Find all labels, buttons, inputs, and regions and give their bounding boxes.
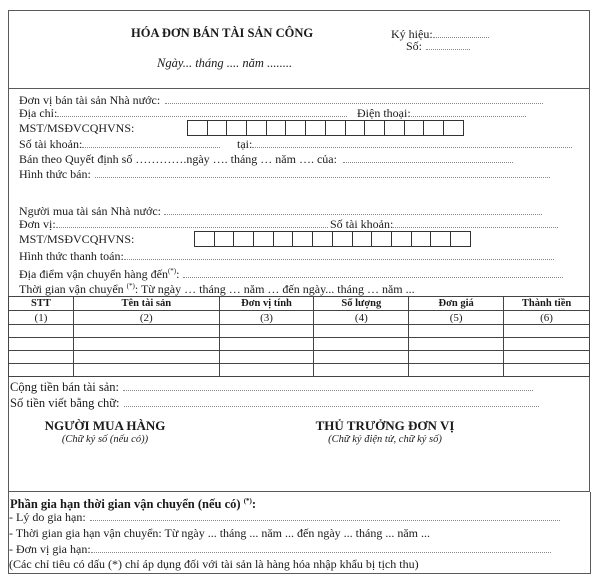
extension-reason-label: - Lý do gia hạn: [9,510,86,524]
tax-code-digit-box[interactable] [187,120,208,136]
seller-sale-form-row[interactable] [19,167,550,181]
seller-tax-code-label: MST/MSĐVCQHVNS: [19,121,135,135]
buyer-unit-input[interactable] [56,217,328,228]
table-cell[interactable] [314,338,409,351]
tax-code-digit-box[interactable] [194,231,215,247]
number-field[interactable] [406,39,470,53]
head-signature-title: THỦ TRƯỞNG ĐƠN VỊ [315,418,455,433]
extension-footnote: (Các chỉ tiêu có dấu (*) chỉ áp dụng đối với tài sản là hàng hóa nhập khẩu bị tịch thu) [9,557,419,571]
amount-in-words-label: Số tiền viết bằng chữ: [10,396,120,410]
tax-code-digit-box[interactable] [312,231,333,247]
seller-account-label: Số tài khoản: [19,137,83,151]
seller-address-input[interactable] [57,106,347,117]
column-number: (5) [409,311,504,325]
tax-code-digit-box[interactable] [332,231,353,247]
asterisk-mark: (*) [167,267,177,275]
asterisk-mark: (*) [126,282,135,290]
tax-code-digit-box[interactable] [450,231,471,247]
total-row[interactable] [10,380,533,394]
tax-code-digit-box[interactable] [352,231,373,247]
buyer-account-input[interactable] [393,217,558,228]
symbol-label: Ký hiệu: [391,27,433,41]
seller-account-input[interactable] [82,137,220,148]
tax-code-digit-box[interactable] [305,120,326,136]
buyer-payment-label: Hình thức thanh toán: [19,249,124,263]
tax-code-digit-box[interactable] [345,120,366,136]
amount-in-words-row[interactable] [10,396,539,410]
tax-code-digit-box[interactable] [411,231,432,247]
table-cell[interactable] [314,351,409,364]
tax-code-digit-box[interactable] [443,120,464,136]
table-cell[interactable] [409,338,504,351]
seller-bank-label: tại: [237,137,253,151]
table-cell[interactable] [73,325,219,338]
table-cell[interactable] [504,364,590,377]
table-cell[interactable] [9,351,74,364]
seller-unit-row[interactable] [19,93,543,107]
table-cell[interactable] [73,364,219,377]
column-number-row [9,311,590,325]
column-header-asset-name: Tên tài sản [73,297,219,311]
seller-bank-row[interactable] [237,137,572,151]
seller-decision-input[interactable] [343,152,513,163]
seller-phone-input[interactable] [411,106,526,117]
table-row[interactable] [9,338,590,351]
buyer-payment-input[interactable] [124,249,554,260]
tax-code-digit-box[interactable] [226,120,247,136]
amount-in-words-input[interactable] [124,396,539,407]
asterisk-mark: (*) [243,497,252,505]
seller-address-label: Địa chỉ: [19,106,58,120]
invoice-date: Ngày... tháng .... năm ........ [157,56,293,70]
column-number: (2) [73,311,219,325]
seller-sale-form-input[interactable] [95,167,550,178]
column-header-unit: Đơn vị tính [219,297,314,311]
column-header-stt: STT [9,297,74,311]
table-row[interactable] [9,364,590,377]
column-header-quantity: Số lượng [314,297,409,311]
table-cell[interactable] [504,325,590,338]
buyer-destination-label: Địa điểm vận chuyển hàng đến [19,267,168,281]
seller-account-row[interactable] [19,137,220,151]
buyer-payment-row[interactable] [19,249,554,263]
seller-decision-label: Bán theo Quyết định số ………….ngày …. tháng … năm …. của: [19,152,337,166]
buyer-transport-time-text: : Từ ngày … tháng … năm … đến ngày... tháng … năm ... [134,282,415,296]
table-header-row [9,297,590,311]
tax-code-digit-box[interactable] [364,120,385,136]
seller-unit-input[interactable] [165,93,543,104]
seller-phone-label: Điện thoại: [357,106,411,120]
buyer-destination-row[interactable]: Địa điểm vận chuyển hàng đến(*): [19,264,563,281]
extension-reason-input[interactable] [90,510,560,521]
table-cell[interactable] [9,325,74,338]
buyer-account-row[interactable] [330,217,558,231]
table-cell[interactable] [314,325,409,338]
tax-code-digit-box[interactable] [214,231,235,247]
number-label: Số: [406,39,423,53]
invoice-title: HÓA ĐƠN BÁN TÀI SẢN CÔNG [131,26,314,40]
tax-code-digit-box[interactable] [207,120,228,136]
table-row[interactable] [9,351,590,364]
seller-tax-code-boxes[interactable] [187,120,464,136]
number-input[interactable] [426,39,470,50]
buyer-transport-time-label: Thời gian vận chuyển [19,282,127,296]
buyer-tax-code-boxes[interactable] [194,231,471,247]
tax-code-digit-box[interactable] [404,120,425,136]
buyer-tax-code-label: MST/MSĐVCQHVNS: [19,232,135,246]
table-cell[interactable] [219,338,314,351]
extension-heading: Phần gia hạn thời gian vận chuyển (nếu có) (*): [10,497,257,512]
buyer-transport-time-row[interactable] [19,279,415,296]
seller-unit-label: Đơn vị bán tài sản Nhà nước: [19,93,161,107]
table-cell[interactable] [409,351,504,364]
extension-unit-label: - Đơn vị gia hạn: [9,542,91,556]
buyer-row[interactable] [19,204,542,218]
header-divider [8,88,590,89]
table-cell[interactable] [73,338,219,351]
total-label: Cộng tiền bán tài sản: [10,380,120,394]
table-cell[interactable] [73,351,219,364]
table-cell[interactable] [504,338,590,351]
buyer-unit-row[interactable] [19,217,328,231]
column-number: (3) [219,311,314,325]
seller-phone-row[interactable] [357,106,526,120]
symbol-input[interactable] [433,27,489,38]
tax-code-digit-box[interactable] [266,120,287,136]
buyer-unit-label: Đơn vị: [19,217,56,231]
head-signature-block [310,418,460,445]
table-cell[interactable] [9,338,74,351]
extension-unit-input[interactable] [91,542,551,553]
column-header-unit-price: Đơn giá [409,297,504,311]
table-cell[interactable] [9,364,74,377]
extension-time-row: - Thời gian gia hạn vận chuyển: Từ ngày ... tháng ... năm ... đến ngày ... tháng ... năm ... [9,526,430,540]
table-cell[interactable] [219,364,314,377]
buyer-signature-title: NGƯỜI MUA HÀNG [44,418,166,433]
tax-code-digit-box[interactable] [430,231,451,247]
tax-code-digit-box[interactable] [246,120,267,136]
column-number: (4) [314,311,409,325]
tax-code-digit-box[interactable] [391,231,412,247]
tax-code-digit-box[interactable] [384,120,405,136]
extension-reason-row[interactable] [9,510,560,524]
tax-code-digit-box[interactable] [423,120,444,136]
total-input[interactable] [123,380,533,391]
tax-code-digit-box[interactable] [253,231,274,247]
seller-decision-row[interactable] [19,152,513,166]
table-cell[interactable] [219,351,314,364]
table-row[interactable] [9,325,590,338]
tax-code-digit-box[interactable] [273,231,294,247]
buyer-label: Người mua tài sản Nhà nước: [19,204,162,218]
table-cell[interactable] [219,325,314,338]
buyer-signature-note: (Chữ ký số (nếu có)) [61,434,149,445]
tax-code-digit-box[interactable] [285,120,306,136]
buyer-input[interactable] [164,204,542,215]
column-number: (1) [9,311,74,325]
tax-code-digit-box[interactable] [371,231,392,247]
buyer-destination-input[interactable] [183,267,563,278]
tax-code-digit-box[interactable] [233,231,254,247]
table-cell[interactable] [409,325,504,338]
column-header-amount: Thành tiền [504,297,590,311]
table-cell[interactable] [409,364,504,377]
buyer-account-label: Số tài khoản: [330,217,394,231]
tax-code-digit-box[interactable] [325,120,346,136]
extension-unit-row[interactable] [9,542,551,556]
table-cell[interactable] [314,364,409,377]
seller-address-row[interactable] [19,106,347,120]
seller-bank-input[interactable] [252,137,572,148]
column-number: (6) [504,311,590,325]
asset-items-table [8,296,590,377]
tax-code-digit-box[interactable] [292,231,313,247]
table-cell[interactable] [504,351,590,364]
buyer-signature-block [40,418,170,445]
head-signature-note: (Chữ ký điện tử, chữ ký số) [328,434,442,445]
seller-sale-form-label: Hình thức bán: [19,167,91,181]
